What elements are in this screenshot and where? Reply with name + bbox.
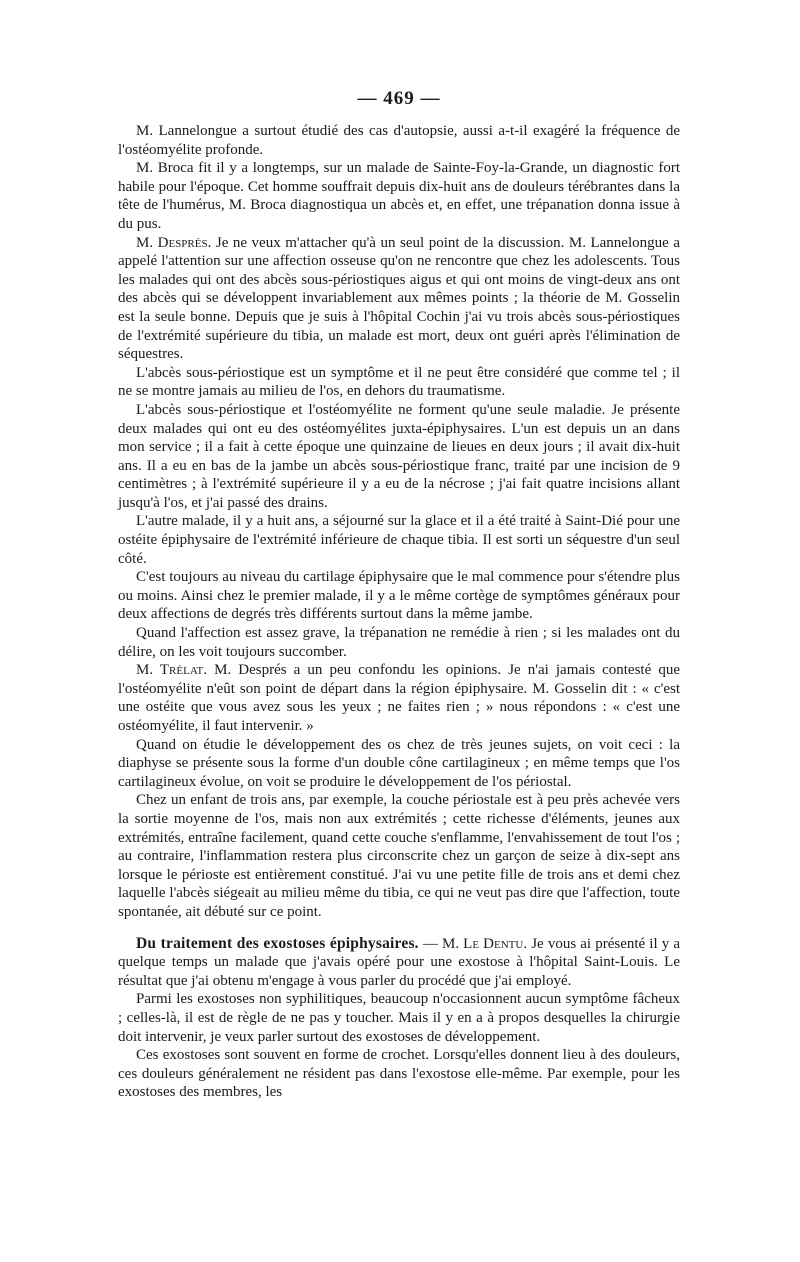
speaker-name: M. Le Dentu. <box>441 935 528 952</box>
speaker-name: M. Trélat. <box>136 662 208 679</box>
paragraph-4: L'abcès sous-périostique est un symptôme et il ne peut être considéré que comme tel ; il ne se montre jamais au milieu de l'os, en dehors du traumatisme. <box>118 364 680 400</box>
section-gap <box>118 922 680 935</box>
section-title: Du traitement des exostoses épiphysaires. <box>136 934 419 952</box>
section-paragraph: Du traitement des exostoses épiphysaires. — M. Le Dentu. Je vous ai présenté il y a quelque temps un malade que j'avais opéré pour une exostose à l'hôpital Saint-Louis. Le résultat que j'ai obtenu m'engage à vous parler du procédé que j'ai employé. <box>118 934 681 989</box>
paragraph-8: Quand l'affection est assez grave, la trépanation ne remédie à rien ; si les malades ont du délire, on les voit toujours succomber. <box>118 625 680 660</box>
paragraph-3: M. Després. Je ne veux m'attacher qu'à un seul point de la discussion. M. Lannelongue a appelé l'attention sur une affection osseuse qu'on ne rencontre que chez les adolescents. Tous les malades qui ont des abcès sous-périostiques aigus et qui ont moins de vingt-deux ans ont des abcès qui se développent invariablement aux mêmes points ; la théorie de M. Gosselin est la seule bonne. Depuis que je suis à l'hôpital Cochin j'ai vu trois abcès sous-périostiques de l'extrémité supérieure du tibia, un malade est mort, deux ont guéri après l'élimination de séquestres. <box>118 234 680 363</box>
speaker-name: M. Després. <box>136 234 212 251</box>
page-number: — 469 — <box>357 88 441 109</box>
paragraph-10: Quand on étudie le développement des os chez de très jeunes sujets, on voit ceci : la diaphyse se présente sous la forme d'un double cône cartilagineux ; en même temps que l'os cartilagineux évolue, on voit se produire le développement de l'os périostal. <box>118 736 680 790</box>
document-page <box>118 88 680 1198</box>
paragraph-9: M. Trélat. M. Després a un peu confondu les opinions. Je n'ai jamais contesté que l'ostéomyélite n'eût son point de départ dans la région épiphysaire. M. Gosselin dit : « c'est une ostéite que vous avez sous les yeux ; ne faites rien ; » nous répondons : « c'est une ostéomyélite, il faut intervenir. » <box>118 662 680 734</box>
body-text <box>118 122 680 1102</box>
paragraph-2: M. Broca fit il y a longtemps, sur un malade de Sainte-Foy-la-Grande, un diagnostic fort habile pour l'époque. Cet homme souffrait depuis dix-huit ans de douleurs térébrantes dans la tête de l'humérus, M. Broca diagnostiqua un abcès et, en effet, une trépanation donna issue à du pus. <box>118 160 680 232</box>
paragraph-1: M. Lannelongue a surtout étudié des cas d'autopsie, aussi a-t-il exagéré la fréquence de l'ostéomyélite profonde. <box>118 123 680 158</box>
paragraph-13: Ces exostoses sont souvent en forme de crochet. Lorsqu'elles donnent lieu à des douleurs, ces douleurs généralement ne résident pas dans l'exostose elle-même. Par exemple, pour les exostoses des membres, les <box>118 1047 680 1101</box>
paragraph-12: Parmi les exostoses non syphilitiques, beaucoup n'occasionnent aucun symptôme fâcheux ; celles-là, il est de règle de ne pas y toucher. Mais il y en a à propos desquelles la chirurgie doit intervenir, je veux parler surtout des exostoses de développement. <box>118 991 680 1045</box>
paragraph-5: L'abcès sous-périostique et l'ostéomyélite ne forment qu'une seule maladie. Je présente deux malades qui ont eu des ostéomyélites juxta-épiphysaires. L'un est depuis un an dans mon service ; il a fait à cette époque une quinzaine de lieues en deux jours ; il avait dix-huit ans. Il a eu en bas de la jambe un abcès sous-périostique franc, traité par une incision de 9 centimètres ; à l'extrémité supérieure il y a eu de la nécrose ; j'ai fait quatre incisions allant jusqu'à l'os, et j'ai passé des drains. <box>118 401 680 511</box>
paragraph-7: C'est toujours au niveau du cartilage épiphysaire que le mal commence pour s'étendre plus ou moins. Ainsi chez le premier malade, il y a le même cortège de symptômes généraux pour deux affections de degrés très différents surtout dans la même jambe. <box>118 569 680 623</box>
paragraph-6: L'autre malade, il y a huit ans, a séjourné sur la glace et il a été traité à Saint-Dié pour une ostéite épiphysaire de l'extrémité inférieure de chaque tibia. Il est sorti un séquestre d'un seul côté. <box>118 513 680 567</box>
paragraph-11: Chez un enfant de trois ans, par exemple, la couche périostale est à peu près achevée vers la sortie moyenne de l'os, mais non aux extrémités ; cette richesse d'éléments, jeunes aux extrémités, entraîne facilement, quand cette couche s'enflamme, l'envahissement de tout l'os ; au contraire, l'inflammation restera plus circonscrite chez un garçon de seize à dix-sept ans lorsque le périoste est entièrement constitué. J'ai vu une petite fille de trois ans et demi chez laquelle l'abcès siégeait au milieu même du tibia, ce qui ne veut pas dire que l'affection, toute spontanée, ait débuté sur ce point. <box>118 792 680 920</box>
